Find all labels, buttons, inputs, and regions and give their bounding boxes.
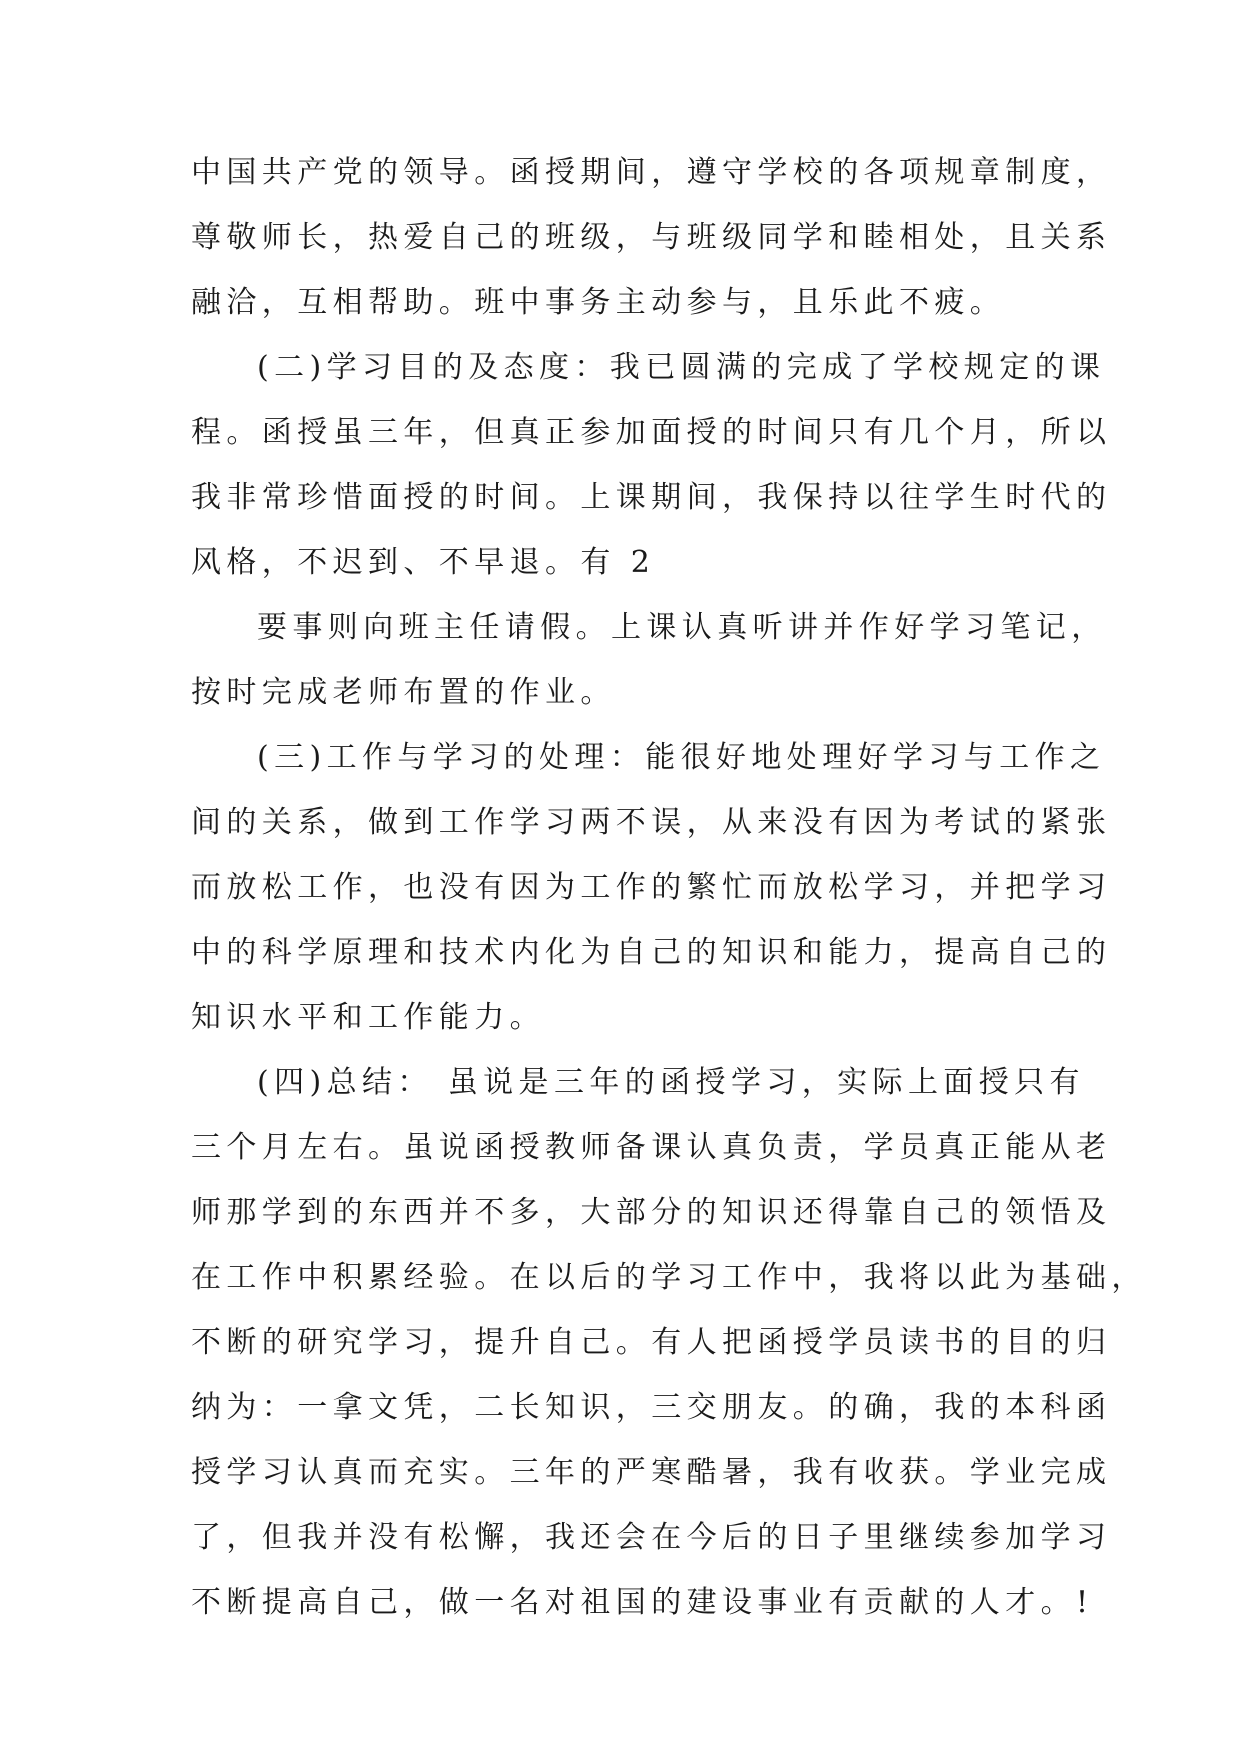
text-line: 中国共产党的领导。函授期间，遵守学校的各项规章制度，	[191, 155, 1112, 190]
text-line: 按时完成老师布置的作业。	[191, 675, 616, 710]
text-line: 纳为：一拿文凭，二长知识，三交朋友。的确，我的本科函	[191, 1390, 1112, 1425]
text-line: 在工作中积累经验。在以后的学习工作中，我将以此为基础，	[191, 1260, 1147, 1295]
text-line: 师那学到的东西并不多，大部分的知识还得靠自己的领悟及	[191, 1195, 1112, 1230]
text-line: 不断的研究学习，提升自己。有人把函授学员读书的目的归	[191, 1325, 1112, 1360]
text-line: 我非常珍惜面授的时间。上课期间，我保持以往学生时代的	[191, 480, 1112, 515]
text-line: 要事则向班主任请假。上课认真听讲并作好学习笔记，	[257, 610, 1107, 645]
text-line: 知识水平和工作能力。	[191, 1000, 545, 1035]
paragraph-heading-line: (三)工作与学习的处理：能很好地处理好学习与工作之	[257, 740, 1106, 775]
text-line: 了，但我并没有松懈，我还会在今后的日子里继续参加学习	[191, 1520, 1112, 1555]
paragraph-heading-line: (四)总结： 虽说是三年的函授学习，实际上面授只有	[257, 1065, 1085, 1100]
text-line: 间的关系，做到工作学习两不误，从来没有因为考试的紧张	[191, 805, 1112, 840]
text-line: 授学习认真而充实。三年的严寒酷暑，我有收获。学业完成	[191, 1455, 1112, 1490]
text-line: 风格，不迟到、不早退。有 2	[191, 545, 656, 580]
text-line: 尊敬师长，热爱自己的班级，与班级同学和睦相处，且关系	[191, 220, 1112, 255]
document-body	[191, 155, 1147, 1653]
text-line: 程。函授虽三年，但真正参加面授的时间只有几个月，所以	[191, 415, 1112, 450]
text-line: 而放松工作，也没有因为工作的繁忙而放松学习，并把学习	[191, 870, 1112, 905]
text-line: 融洽，互相帮助。班中事务主动参与，且乐此不疲。	[191, 285, 1006, 320]
text-line: 不断提高自己，做一名对祖国的建设事业有贡献的人才。!	[191, 1585, 1094, 1620]
paragraph-heading-line: (二)学习目的及态度：我已圆满的完成了学校规定的课	[257, 350, 1106, 385]
text-line: 三个月左右。虽说函授教师备课认真负责，学员真正能从老	[191, 1130, 1112, 1165]
text-line: 中的科学原理和技术内化为自己的知识和能力，提高自己的	[191, 935, 1112, 970]
